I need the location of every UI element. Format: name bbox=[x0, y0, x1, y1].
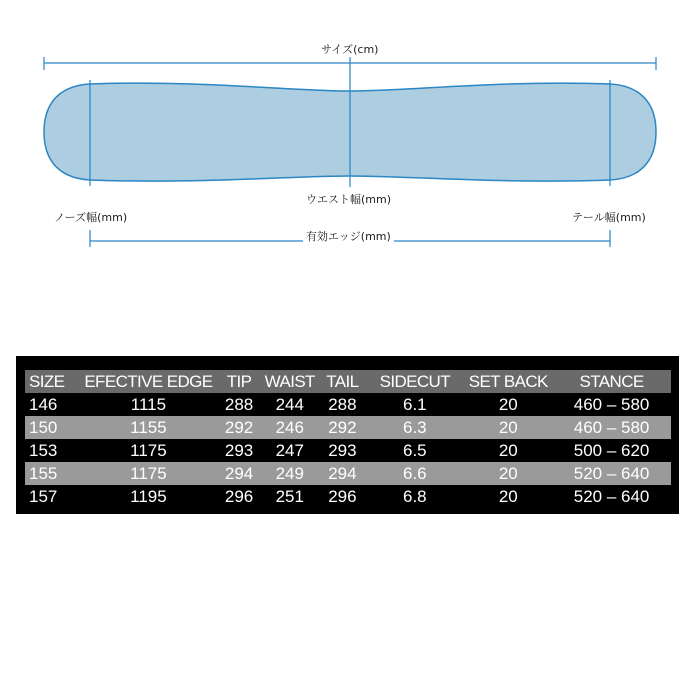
cell-size: 150 bbox=[29, 418, 58, 437]
table-row bbox=[25, 416, 671, 439]
cell-waist: 244 bbox=[275, 395, 304, 414]
table-row bbox=[25, 393, 671, 416]
cell-sidecut: 6.3 bbox=[402, 418, 427, 437]
edge-label: 有効エッジ(mm) bbox=[303, 228, 394, 244]
cell-sidecut: 6.6 bbox=[402, 464, 427, 483]
cell-tail: 294 bbox=[328, 464, 357, 483]
cell-effective-edge: 1175 bbox=[130, 441, 167, 460]
cell-set-back: 20 bbox=[498, 441, 518, 460]
table-row bbox=[25, 462, 671, 485]
header-effective-edge: EFECTIVE EDGE bbox=[84, 372, 213, 391]
cell-set-back: 20 bbox=[498, 395, 518, 414]
cell-waist: 251 bbox=[275, 487, 304, 506]
spec-table-panel bbox=[16, 356, 679, 514]
cell-size: 146 bbox=[29, 395, 58, 414]
cell-tip: 292 bbox=[224, 418, 254, 437]
cell-set-back: 20 bbox=[498, 487, 518, 506]
cell-effective-edge: 1195 bbox=[130, 487, 167, 506]
cell-stance: 500 – 620 bbox=[573, 441, 650, 460]
cell-stance: 460 – 580 bbox=[573, 395, 650, 414]
cell-effective-edge: 1175 bbox=[130, 464, 167, 483]
cell-tail: 288 bbox=[328, 395, 357, 414]
cell-size: 153 bbox=[29, 441, 58, 460]
cell-size: 155 bbox=[29, 464, 58, 483]
cell-waist: 246 bbox=[275, 418, 304, 437]
cell-tip: 294 bbox=[224, 464, 254, 483]
cell-sidecut: 6.5 bbox=[402, 441, 427, 460]
tail-label: テール幅(mm) bbox=[572, 211, 646, 224]
nose-label: ノーズ幅(mm) bbox=[54, 211, 128, 224]
cell-tip: 296 bbox=[224, 487, 254, 506]
waist-label: ウエスト幅(mm) bbox=[306, 193, 392, 206]
cell-sidecut: 6.8 bbox=[402, 487, 427, 506]
spec-table bbox=[25, 370, 671, 508]
cell-stance: 520 – 640 bbox=[573, 464, 650, 483]
cell-tip: 293 bbox=[224, 441, 254, 460]
cell-tail: 293 bbox=[328, 441, 357, 460]
header-sidecut: SIDECUT bbox=[379, 372, 451, 391]
cell-waist: 247 bbox=[275, 441, 304, 460]
cell-effective-edge: 1115 bbox=[130, 395, 167, 414]
cell-sidecut: 6.1 bbox=[402, 395, 427, 414]
cell-tail: 292 bbox=[328, 418, 357, 437]
cell-waist: 249 bbox=[275, 464, 304, 483]
size-label: サイズ(cm) bbox=[318, 41, 381, 57]
header-stance: STANCE bbox=[579, 372, 644, 391]
cell-set-back: 20 bbox=[498, 464, 518, 483]
table-row bbox=[25, 439, 671, 462]
header-tail: TAIL bbox=[326, 372, 359, 391]
cell-size: 157 bbox=[29, 487, 58, 506]
cell-stance: 520 – 640 bbox=[573, 487, 650, 506]
header-tip: TIP bbox=[226, 372, 252, 391]
cell-stance: 460 – 580 bbox=[573, 418, 650, 437]
header-size: SIZE bbox=[29, 372, 65, 391]
cell-effective-edge: 1155 bbox=[130, 418, 167, 437]
table-row bbox=[25, 485, 671, 508]
table-header-row bbox=[25, 370, 671, 393]
cell-set-back: 20 bbox=[498, 418, 518, 437]
header-set-back: SET BACK bbox=[468, 372, 548, 391]
cell-tail: 296 bbox=[328, 487, 357, 506]
header-waist: WAIST bbox=[264, 372, 315, 391]
cell-tip: 288 bbox=[224, 395, 254, 414]
